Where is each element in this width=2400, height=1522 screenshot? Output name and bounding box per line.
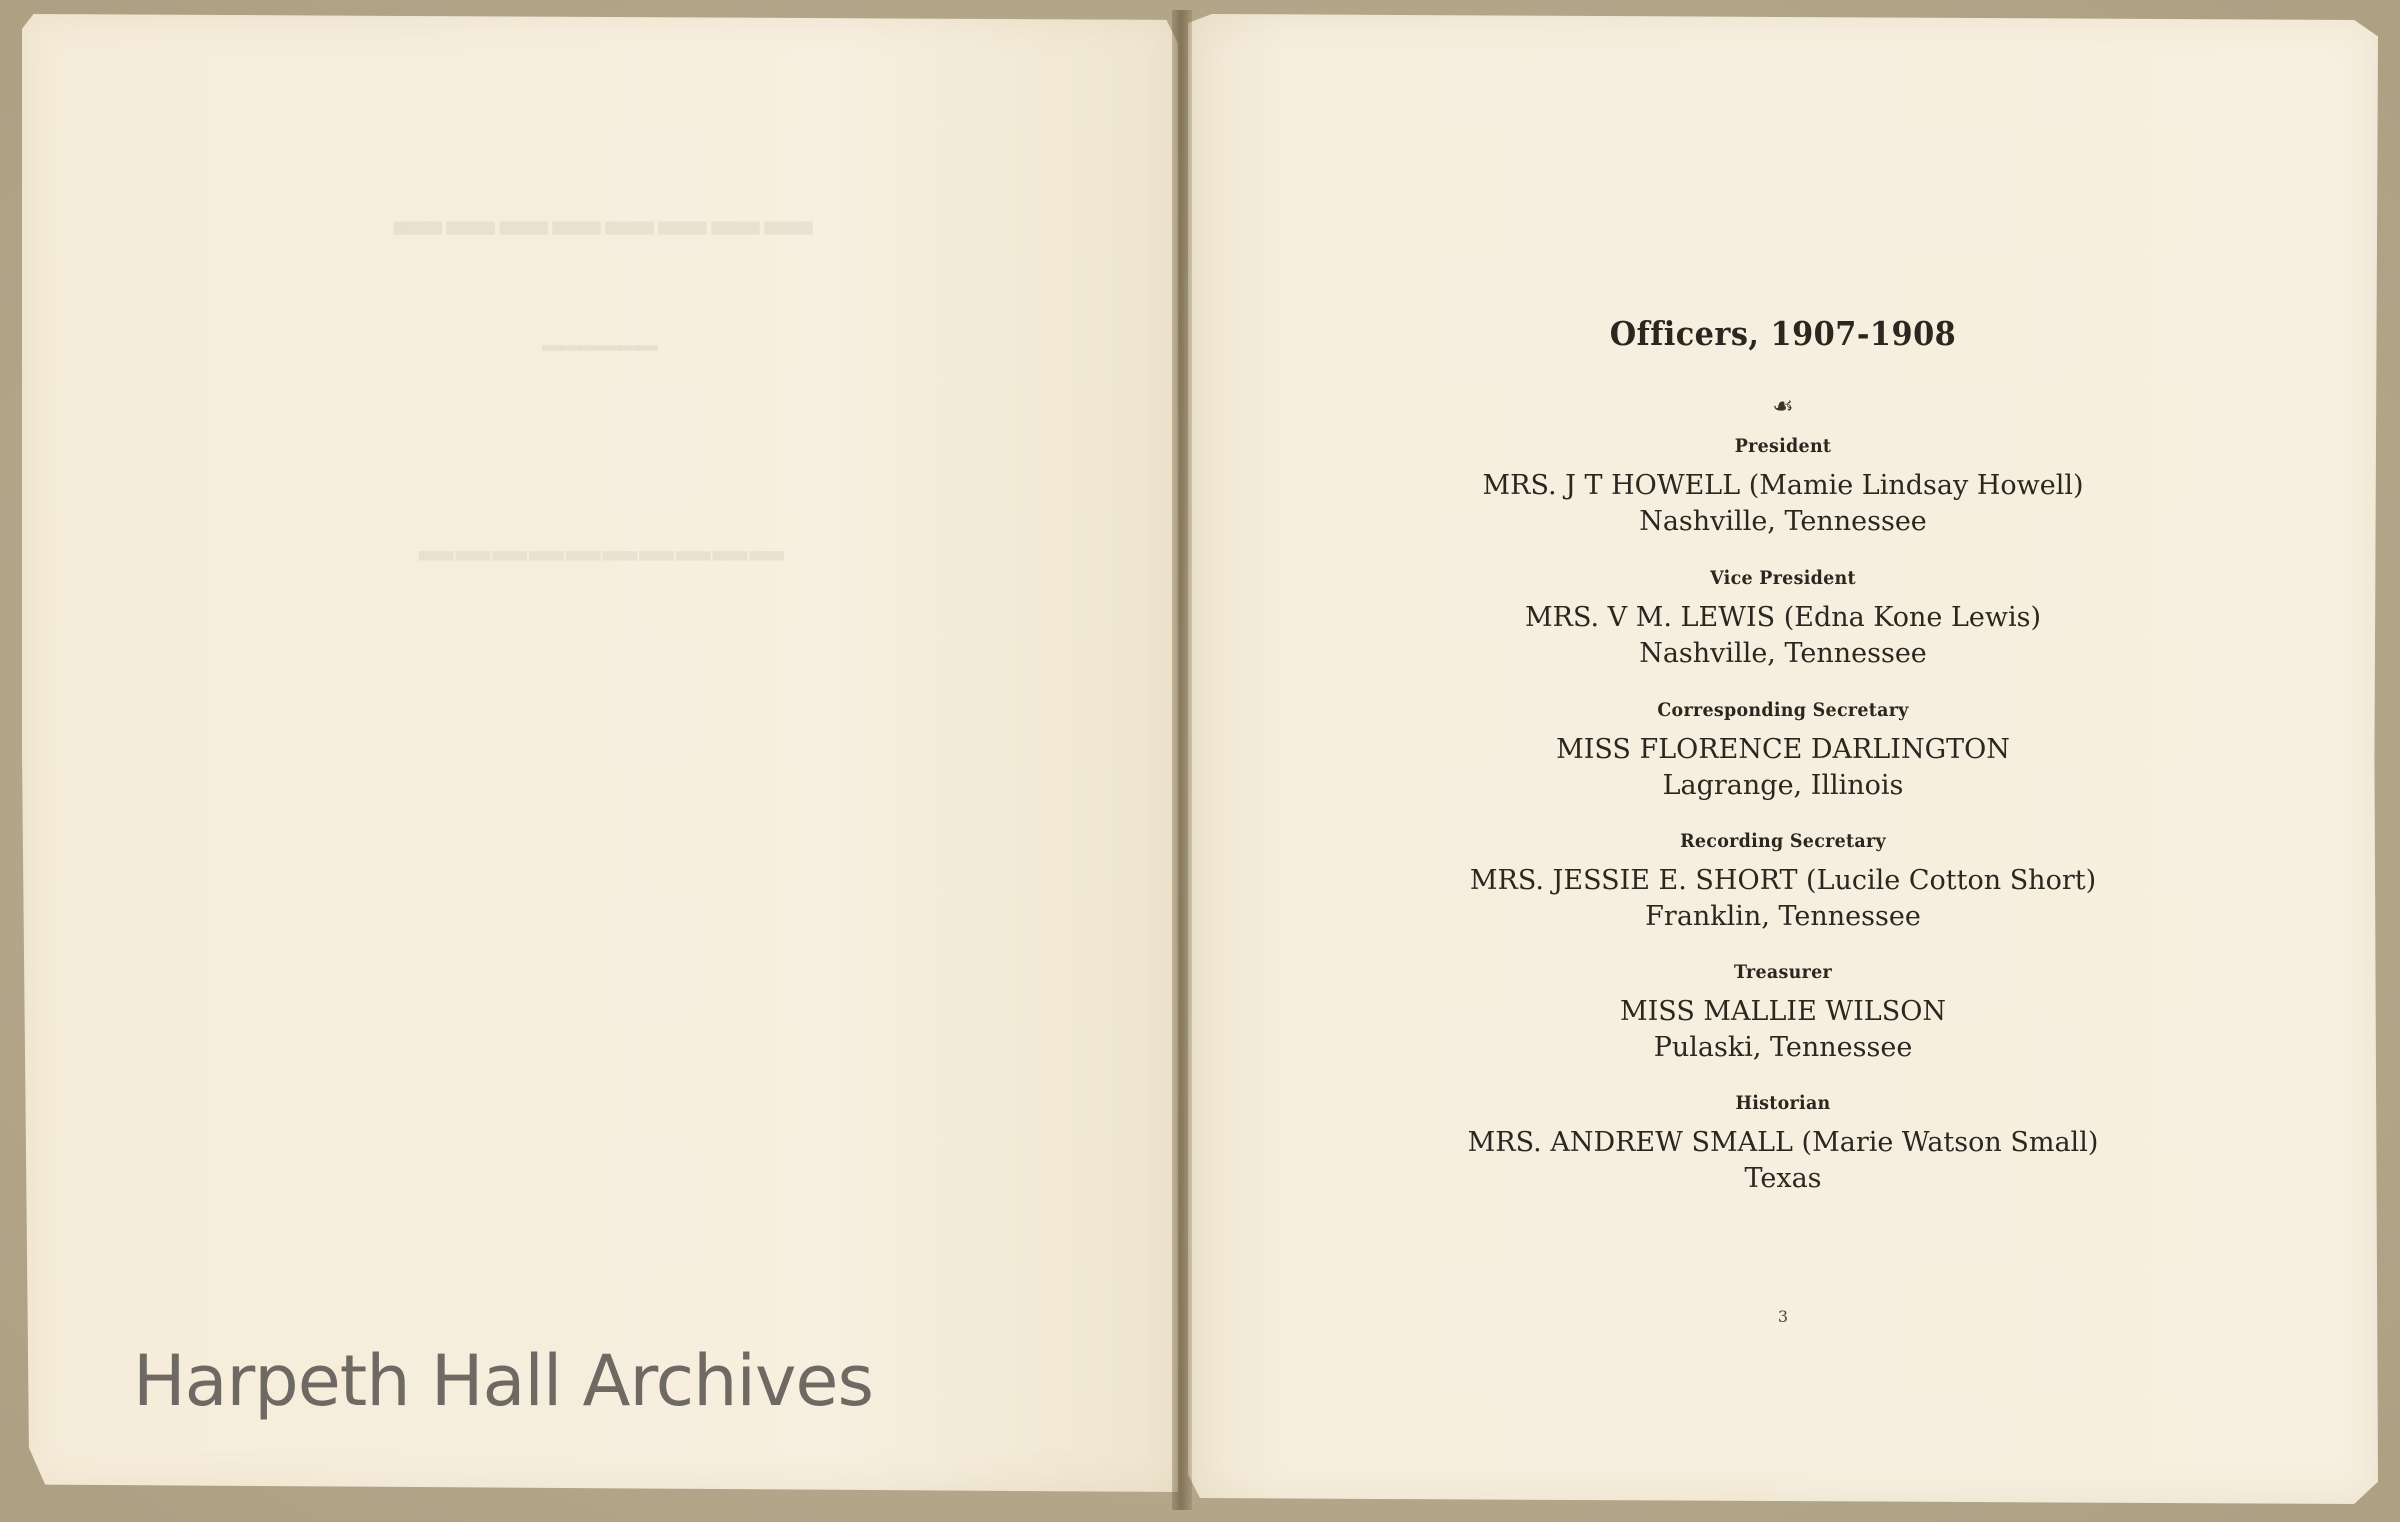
officer-entry-treasurer xyxy=(1188,960,2378,1066)
bleed-through-text xyxy=(22,14,1178,1492)
officer-role: Historian xyxy=(1735,1092,1831,1114)
officer-name: MRS. J T HOWELL (Mamie Lindsay Howell) xyxy=(1482,470,2084,501)
officer-place: Lagrange, Illinois xyxy=(1662,770,1904,801)
officer-entry-corresponding-secretary xyxy=(1188,698,2378,804)
officer-name: MRS. JESSIE E. SHORT (Lucile Cotton Short) xyxy=(1469,865,2097,896)
officer-role: Vice President xyxy=(1710,567,1856,589)
bleed-through-line: ━━━━━━━━ xyxy=(388,184,812,274)
officer-place: Nashville, Tennessee xyxy=(1639,506,1927,537)
officer-name: MRS. ANDREW SMALL (Marie Watson Small) xyxy=(1467,1127,2099,1158)
officer-entry-recording-secretary xyxy=(1188,829,2378,935)
officer-name: MISS MALLIE WILSON xyxy=(1620,996,1946,1027)
officer-place: Texas xyxy=(1744,1163,1822,1194)
bleed-through-line: ━━━━━━━━━━ xyxy=(416,524,784,589)
officer-role: President xyxy=(1734,435,1832,457)
officer-entry-historian xyxy=(1188,1091,2378,1197)
officer-role: Treasurer xyxy=(1734,961,1832,983)
leaf-ornament-icon: ☙ xyxy=(1772,392,1794,420)
officer-place: Franklin, Tennessee xyxy=(1645,901,1921,932)
officer-role: Recording Secretary xyxy=(1680,830,1886,852)
page-title: Officers, 1907-1908 xyxy=(1609,314,1957,353)
officer-role: Corresponding Secretary xyxy=(1657,699,1909,721)
bleed-through-line: ━━━━━━ xyxy=(542,329,658,367)
archive-watermark: Harpeth Hall Archives xyxy=(133,1340,873,1422)
officer-entry-president xyxy=(1188,434,2378,540)
officer-entry-vice-president xyxy=(1188,566,2378,672)
officer-name: MISS FLORENCE DARLINGTON xyxy=(1556,734,2010,765)
officer-place: Nashville, Tennessee xyxy=(1639,638,1927,669)
officer-name: MRS. V M. LEWIS (Edna Kone Lewis) xyxy=(1525,602,2041,633)
officer-place: Pulaski, Tennessee xyxy=(1653,1032,1913,1063)
officers-page xyxy=(1188,14,2378,1504)
page-number: 3 xyxy=(1777,1307,1789,1326)
